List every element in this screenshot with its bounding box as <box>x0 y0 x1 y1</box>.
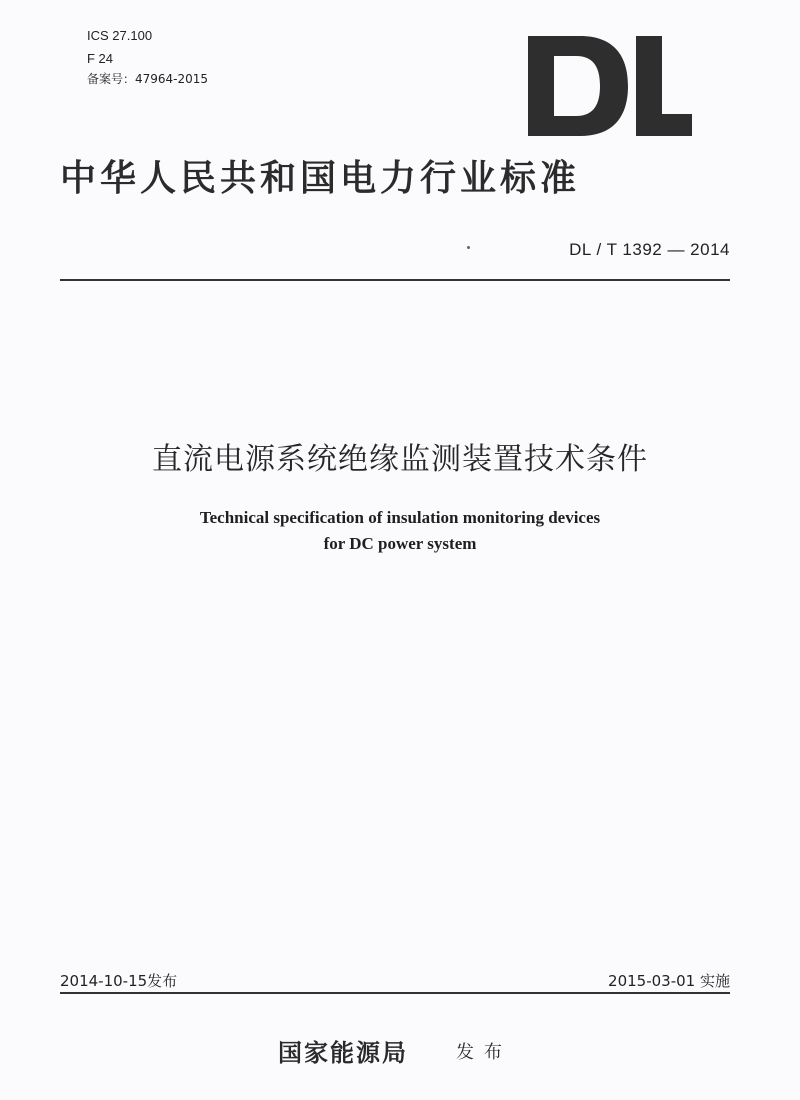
dl-logo-letter-l <box>636 36 692 136</box>
dl-logo-letter-d <box>528 36 628 136</box>
bottom-divider <box>60 992 730 994</box>
top-divider <box>60 279 730 281</box>
issue-date: 2014-10-15发布 <box>60 972 178 990</box>
record-number: 备案号：47964-2015 <box>87 72 209 86</box>
publisher-name: 国家能源局 <box>278 1039 408 1067</box>
ics-code: ICS 27.100 <box>87 28 153 43</box>
ccs-code: F 24 <box>87 51 114 66</box>
dl-logo <box>528 36 692 136</box>
title-chinese: 直流电源系统绝缘监测装置技术条件 <box>152 442 648 477</box>
effective-date: 2015-03-01 实施 <box>608 972 730 990</box>
title-english-line-1: Technical specification of insulation monitoring devices <box>199 508 601 527</box>
title-english-line-2: for DC power system <box>323 534 477 553</box>
publish-label: 发布 <box>456 1042 512 1063</box>
standard-number: DL / T 1392 — 2014 <box>569 240 730 259</box>
print-speck <box>467 246 470 249</box>
standard-class-title: 中华人民共和国电力行业标准 <box>60 158 581 199</box>
